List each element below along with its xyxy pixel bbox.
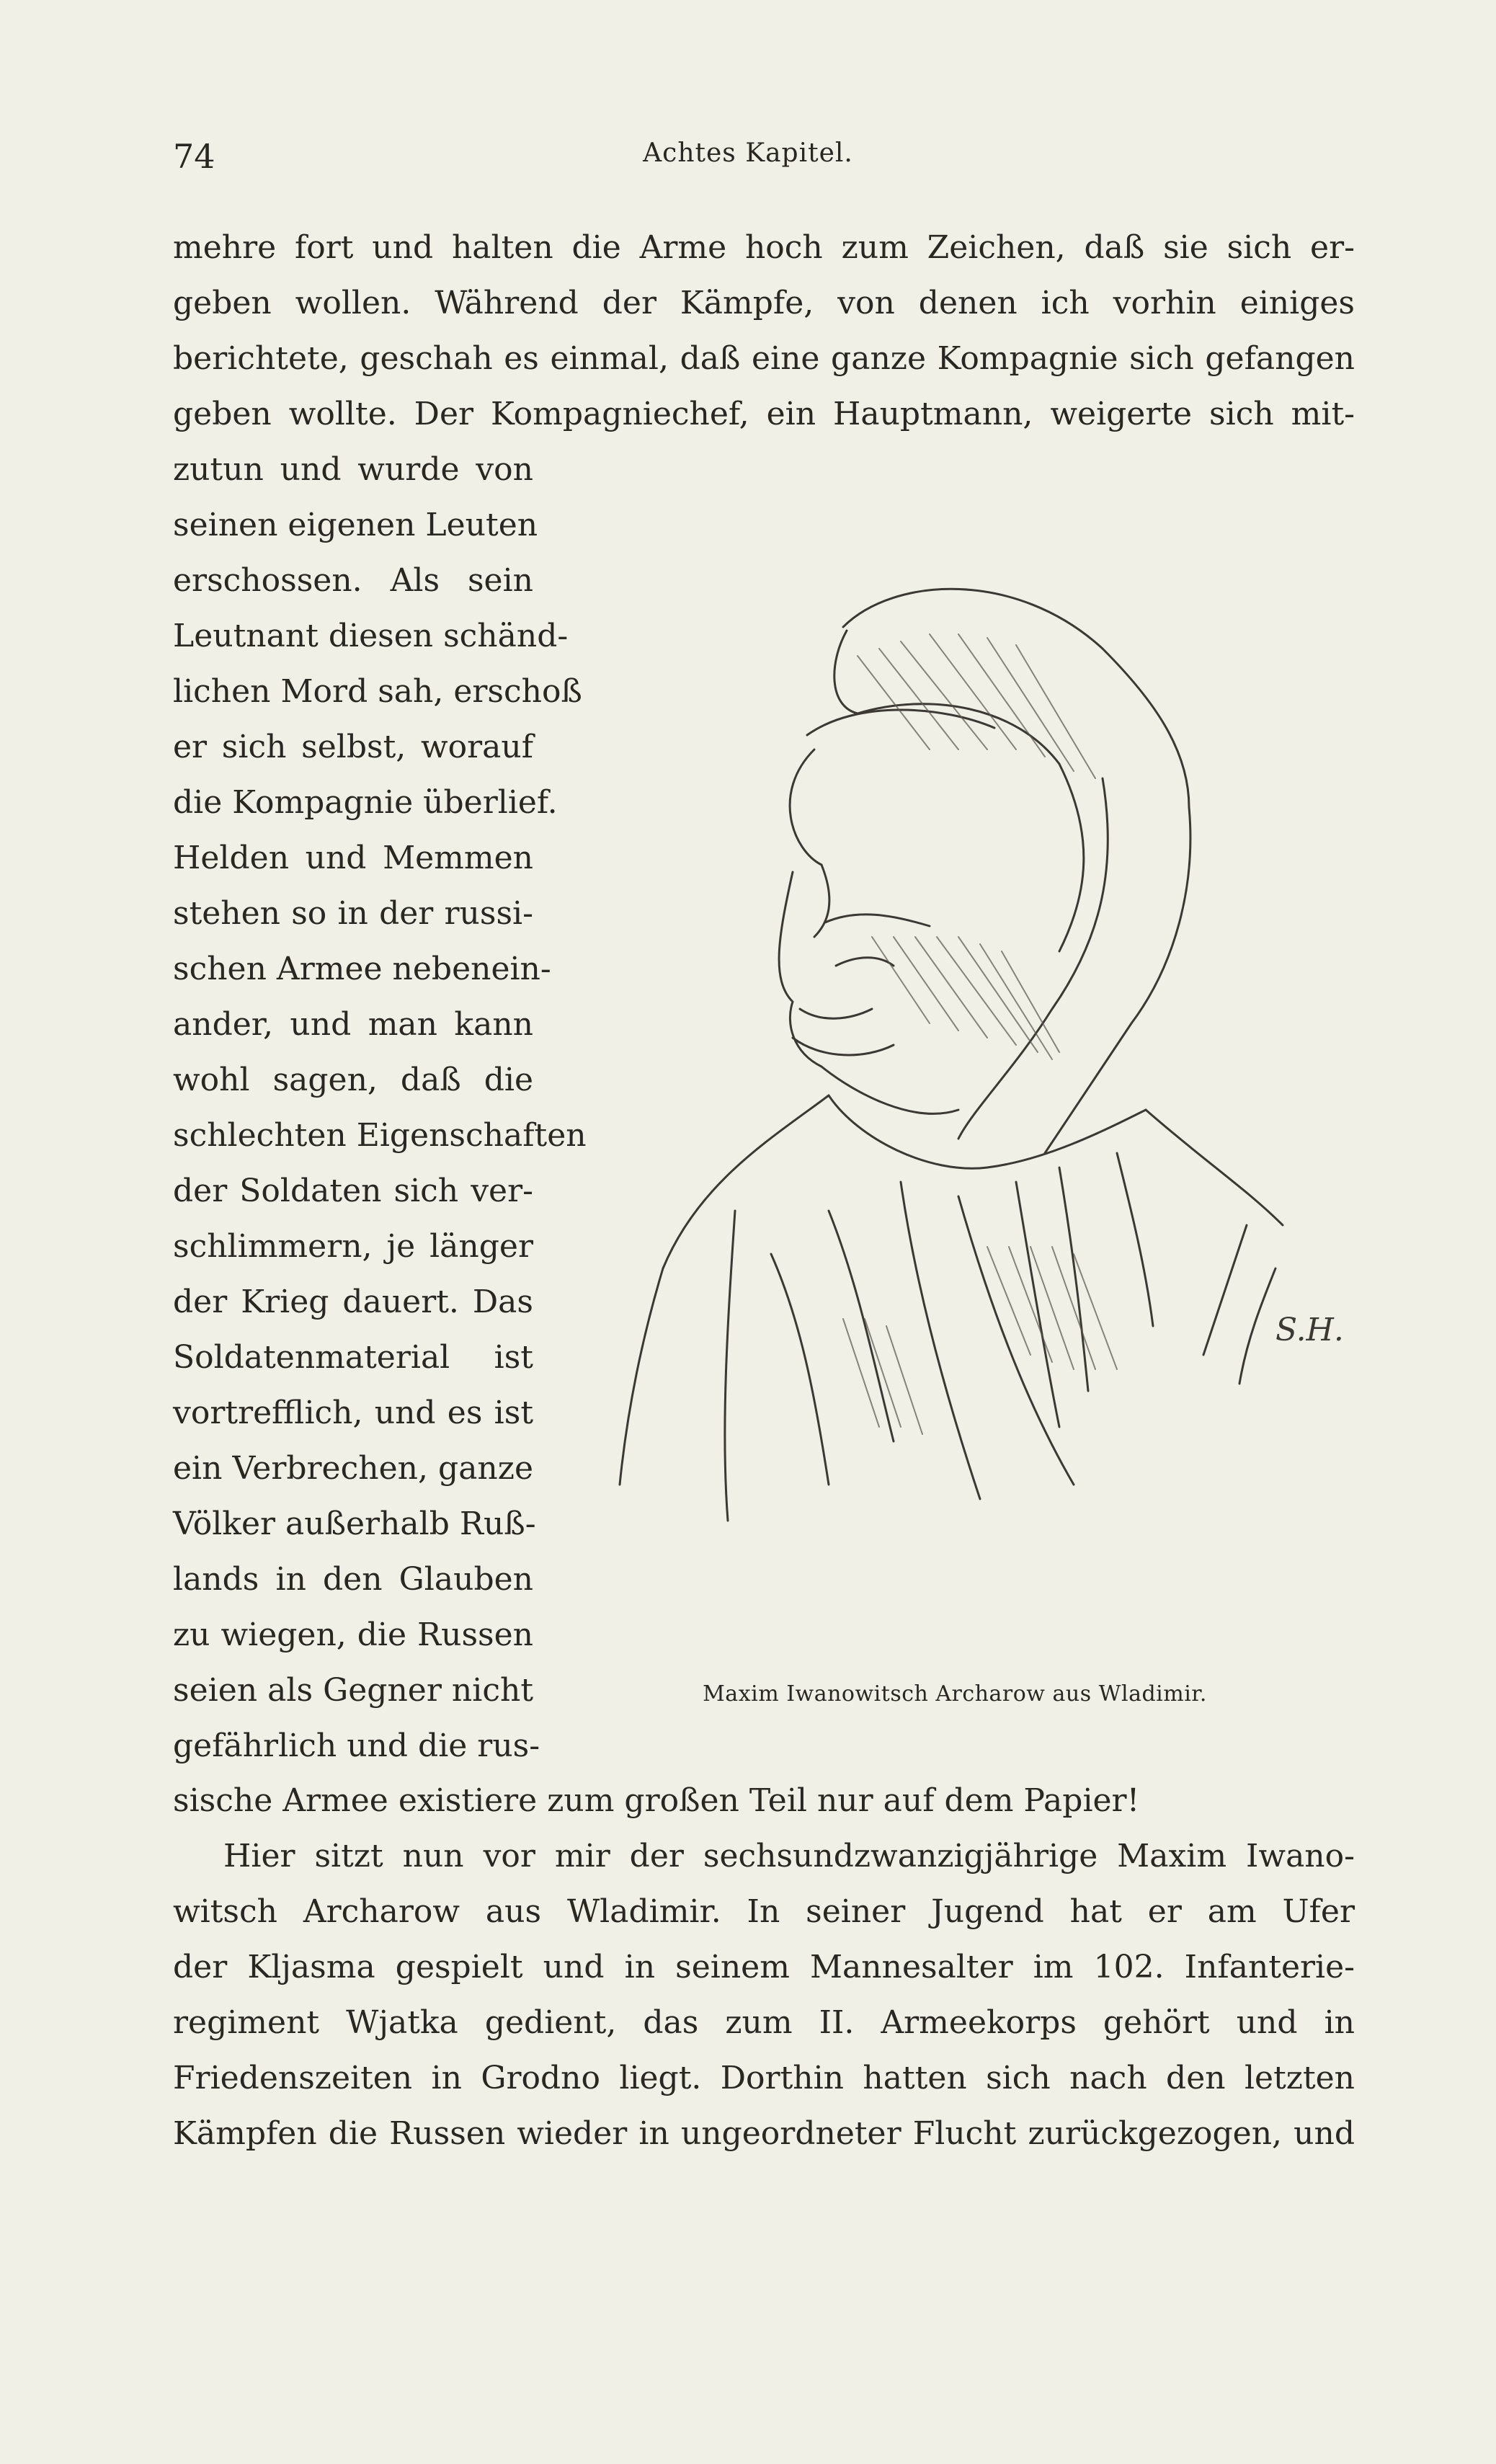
artist-signature: S.H. (1275, 1312, 1344, 1348)
illustration-caption: Maxim Iwanowitsch Archarow aus Wladimir. (703, 1681, 1207, 1707)
page-number: 74 (173, 137, 215, 176)
paragraph-bottom (173, 1773, 1355, 2161)
text-line: Hier sitzt nun vor mir der sechsundzwanzigjährige Maxim Iwano- (223, 1838, 1355, 1874)
text-line: seinen eigenen Leuten (173, 507, 538, 543)
text-line: mehre fort und halten die Arme hoch zum Zeichen, daß sie sich er- (173, 229, 1355, 266)
text-line: sische Armee existiere zum großen Teil nur auf dem Papier! (173, 1782, 1140, 1819)
text-line: Leutnant diesen schänd- (173, 618, 569, 654)
text-line: ander, und man kann (173, 1006, 533, 1043)
text-line: der Kljasma gespielt und in seinem Mannesalter im 102. Infanterie- (173, 1949, 1355, 1985)
text-line: der Krieg dauert. Das (173, 1284, 533, 1320)
text-line: regiment Wjatka gedient, das zum II. Armeekorps gehört und in (173, 2004, 1355, 2041)
text-line: wohl sagen, daß die (173, 1062, 533, 1098)
text-line: schlimmern, je länger (173, 1228, 533, 1265)
text-line: seien als Gegner nicht (173, 1672, 533, 1709)
text-line: berichtete, geschah es einmal, daß eine ganze Kompagnie sich gefangen (173, 340, 1355, 377)
text-line: erschossen. Als sein (173, 562, 533, 599)
text-line: stehen so in der russi- (173, 895, 533, 932)
text-line: Helden und Memmen (173, 840, 533, 876)
text-line: geben wollen. Während der Kämpfe, von denen ich vorhin einiges (173, 285, 1355, 321)
text-line: vortrefflich, und es ist (173, 1395, 533, 1431)
text-line: lands in den Glauben (173, 1561, 533, 1598)
text-line: geben wollte. Der Kompagniechef, ein Hauptmann, weigerte sich mit- (173, 396, 1355, 432)
running-head: Achtes Kapitel. (643, 138, 853, 168)
text-line: er sich selbst, worauf (173, 729, 533, 765)
portrait-sketch (555, 562, 1355, 1672)
text-line: der Soldaten sich ver- (173, 1173, 533, 1209)
text-line: zutun und wurde von (173, 451, 533, 488)
text-line: Völker außerhalb Ruß- (173, 1505, 536, 1542)
text-line: lichen Mord sah, erschoß (173, 673, 582, 710)
text-line: zu wiegen, die Russen (173, 1616, 533, 1653)
text-line: schlechten Eigenschaften (173, 1117, 587, 1154)
text-line: schen Armee nebenein- (173, 951, 551, 987)
text-line: die Kompagnie überlief. (173, 784, 558, 821)
text-line: gefährlich und die rus- (173, 1727, 540, 1764)
text-line: Soldatenmaterial ist (173, 1339, 533, 1376)
text-line: Friedenszeiten in Grodno liegt. Dorthin hatten sich nach den letzten (173, 2060, 1355, 2096)
paragraph-top (173, 220, 1355, 442)
paragraph-narrow-column (173, 442, 587, 1774)
text-line: ein Verbrechen, ganze (173, 1450, 533, 1487)
text-line: Kämpfen die Russen wieder in ungeordneter Flucht zurückgezogen, und (173, 2115, 1355, 2152)
text-line: witsch Archarow aus Wladimir. In seiner Jugend hat er am Ufer (173, 1893, 1355, 1930)
